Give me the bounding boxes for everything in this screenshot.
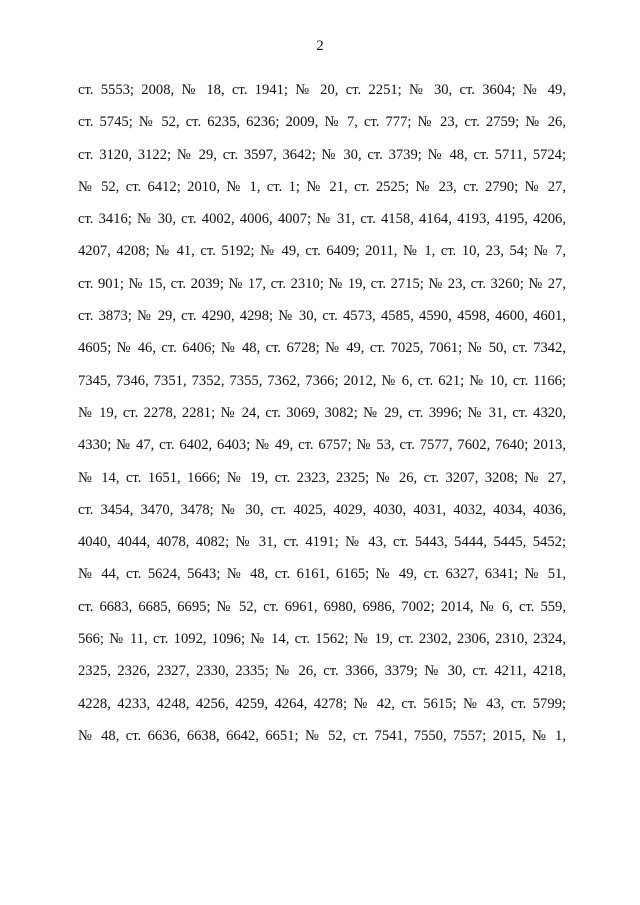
text-line: № 52, ст. 6412; 2010, № 1, ст. 1; № 21, ст. 2525; № 23, ст. 2790; № 27, [78, 178, 566, 195]
text-line: ст. 3120, 3122; № 29, ст. 3597, 3642; № 30, ст. 3739; № 48, ст. 5711, 5724; [78, 146, 566, 163]
text-line: 566; № 11, ст. 1092, 1096; № 14, ст. 1562; № 19, ст. 2302, 2306, 2310, 2324, [78, 631, 566, 648]
text-line: 4228, 4233, 4248, 4256, 4259, 4264, 4278; № 42, ст. 5615; № 43, ст. 5799; [78, 695, 566, 712]
text-line: 4040, 4044, 4078, 4082; № 31, ст. 4191; № 43, ст. 5443, 5444, 5445, 5452; [78, 534, 566, 551]
text-line: ст. 3416; № 30, ст. 4002, 4006, 4007; № 31, ст. 4158, 4164, 4193, 4195, 4206, [78, 211, 566, 228]
text-line: № 44, ст. 5624, 5643; № 48, ст. 6161, 6165; № 49, ст. 6327, 6341; № 51, [78, 566, 566, 583]
text-line: ст. 6683, 6685, 6695; № 52, ст. 6961, 6980, 6986, 7002; 2014, № 6, ст. 559, [78, 598, 566, 615]
text-line: ст. 901; № 15, ст. 2039; № 17, ст. 2310; № 19, ст. 2715; № 23, ст. 3260; № 27, [78, 275, 566, 292]
text-line: 4605; № 46, ст. 6406; № 48, ст. 6728; № 49, ст. 7025, 7061; № 50, ст. 7342, [78, 340, 566, 357]
text-line: 2325, 2326, 2327, 2330, 2335; № 26, ст. 3366, 3379; № 30, ст. 4211, 4218, [78, 663, 566, 680]
text-line: ст. 3454, 3470, 3478; № 30, ст. 4025, 4029, 4030, 4031, 4032, 4034, 4036, [78, 501, 566, 518]
text-line: № 48, ст. 6636, 6638, 6642, 6651; № 52, ст. 7541, 7550, 7557; 2015, № 1, [78, 727, 566, 744]
text-line: ст. 5553; 2008, № 18, ст. 1941; № 20, ст. 2251; № 30, ст. 3604; № 49, [78, 82, 566, 98]
text-line: 4330; № 47, ст. 6402, 6403; № 49, ст. 6757; № 53, ст. 7577, 7602, 7640; 2013, [78, 437, 566, 454]
text-line: ст. 5745; № 52, ст. 6235, 6236; 2009, № 7, ст. 777; № 23, ст. 2759; № 26, [78, 114, 566, 131]
text-line: 7345, 7346, 7351, 7352, 7355, 7362, 7366; 2012, № 6, ст. 621; № 10, ст. 1166; [78, 372, 566, 389]
text-line: 4207, 4208; № 41, ст. 5192; № 49, ст. 6409; 2011, № 1, ст. 10, 23, 54; № 7, [78, 243, 566, 260]
page-number: 2 [316, 38, 324, 54]
text-line: ст. 3873; № 29, ст. 4290, 4298; № 30, ст. 4573, 4585, 4590, 4598, 4600, 4601, [78, 308, 566, 325]
text-line: № 19, ст. 2278, 2281; № 24, ст. 3069, 3082; № 29, ст. 3996; № 31, ст. 4320, [78, 404, 566, 421]
body-text [78, 81, 566, 759]
text-line: № 14, ст. 1651, 1666; № 19, ст. 2323, 2325; № 26, ст. 3207, 3208; № 27, [78, 469, 566, 486]
